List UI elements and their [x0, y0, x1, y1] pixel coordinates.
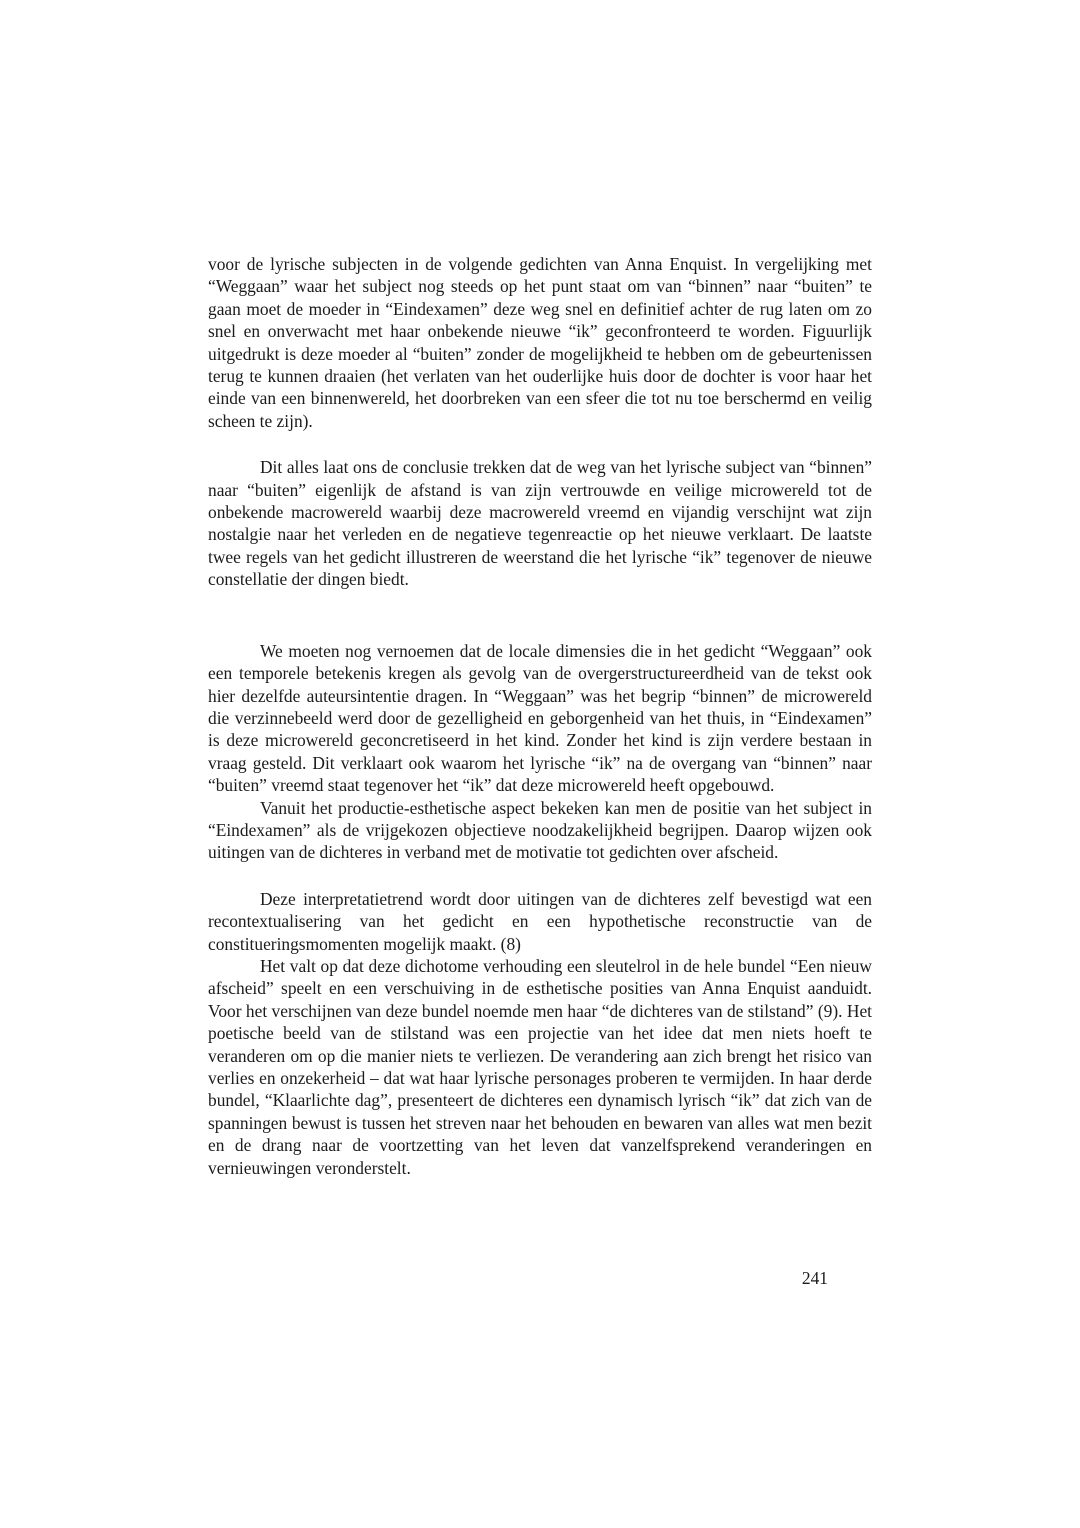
paragraph-4: Vanuit het productie-esthetische aspect bekeken kan men de positie van het subject in “Eindexamen” als de vrijgekozen objectieve noodzakelijkheid begrijpen. Daarop wijzen ook uitingen van de dichteres in verband met de motivatie tot gedichten over afscheid. — [208, 797, 872, 863]
page-number: 241 — [801, 1268, 828, 1288]
paragraph-2: Dit alles laat ons de conclusie trekken dat de weg van het lyrische subject van “binnen” naar “buiten” eigenlijk de afstand is van zijn vertrouwde en veilige microwereld tot de onbekende macrowereld waarbij deze macrowereld vreemd en vijandig verschijnt wat zijn nostalgie naar het verleden en de negatieve tegenreactie op het nieuwe verklaart. De laatste twee regels van het gedicht illustreren de weerstand die het lyrische “ik” tegenover de nieuwe constellatie der dingen biedt. — [208, 457, 872, 590]
body-text — [208, 253, 872, 1179]
paragraph-3: We moeten nog vernoemen dat de locale dimensies die in het gedicht “Weggaan” ook een temporele betekenis kregen als gevolg van de overgerstructureerdheid van de tekst ook hier dezelfde auteursintentie dragen. In “Weggaan” was het begrip “binnen” de microwereld die verzinnebeeld werd door de gezelligheid en geborgenheid van het thuis, in “Eindexamen” is deze microwereld geconcretiseerd in het kind. Zonder het kind is zijn verdere bestaan in vraag gesteld. Dit verklaart ook waarom het lyrische “ik” na de overgang van “binnen” naar “buiten” vreemd staat tegenover het “ik” dat deze microwereld heeft opgebouwd. — [208, 640, 872, 796]
paragraph-1: voor de lyrische subjecten in de volgende gedichten van Anna Enquist. In vergelijking met “Weggaan” waar het subject nog steeds op het punt staat om van “binnen” naar “buiten” te gaan moet de moeder in “Eindexamen” deze weg snel en definitief achter de rug laten om zo snel en onverwacht met haar onbekende nieuwe “ik” geconfronteerd te worden. Figuurlijk uitgedrukt is deze moeder al “buiten” zonder de mogelijkheid te hebben om de gebeurtenissen terug te kunnen draaien (het verlaten van het ouderlijke huis door de dochter is voor haar het einde van een binnenwereld, het doorbreken van een sfeer die tot nu toe berschermd en veilig scheen te zijn). — [208, 254, 872, 431]
paragraph-6: Het valt op dat deze dichotome verhouding een sleutelrol in de hele bundel “Een nieuw afscheid” speelt en een verschuiving in de esthetische posities van Anna Enquist aanduidt. Voor het verschijnen van deze bundel noemde men haar “de dichteres van de stilstand” (9). Het poetische beeld van de stilstand was een projectie van het idee dat men niets hoeft te veranderen om op die manier niets te verliezen. De verandering aan zich brengt het risico van verlies en onzekerheid – dat wat haar lyrische personages proberen te vermijden. In haar derde bundel, “Klaarlichte dag”, presenteert de dichteres een dynamisch lyrisch “ik” dat zich van de spanningen bewust is tussen het streven naar het behouden en bewaren van alles wat men bezit en de drang naar de voortzetting van het leven dat vanzelfsprekend veranderingen en vernieuwingen veronderstelt. — [208, 955, 872, 1178]
paragraph-5: Deze interpretatietrend wordt door uitingen van de dichteres zelf bevestigd wat een recontextualisering van het gedicht en een hypothetische reconstructie van de constitueringsmomenten mogelijk maakt. (8) — [208, 888, 872, 954]
